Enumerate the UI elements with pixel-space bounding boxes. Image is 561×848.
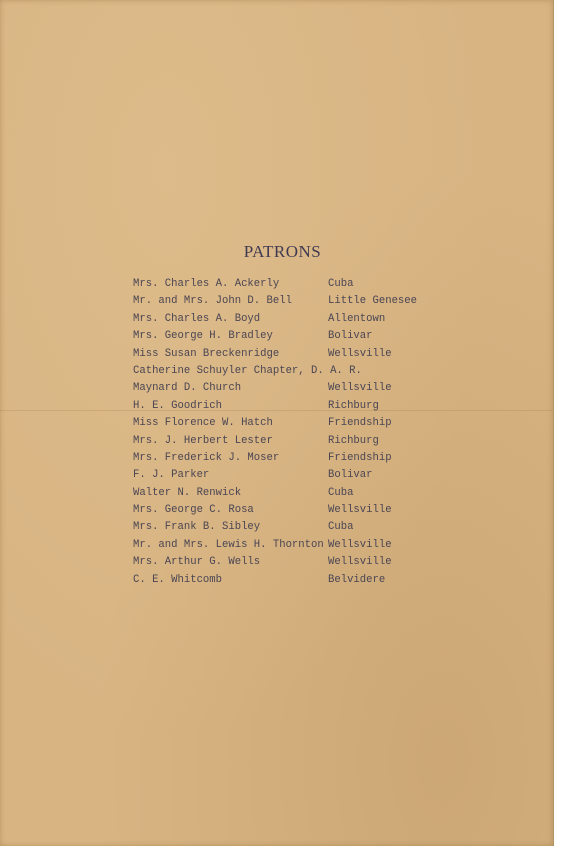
patron-name: Mrs. George C. Rosa (133, 504, 254, 517)
patron-row (133, 363, 433, 380)
patron-town: Cuba (328, 521, 354, 534)
patron-town: Little Genesee (328, 295, 418, 308)
patron-town: Friendship (328, 417, 392, 430)
patron-row (133, 415, 433, 432)
patron-name: Mrs. Charles A. Boyd (133, 312, 261, 325)
patron-town: Cuba (328, 278, 354, 290)
patron-town: Wellsville (328, 504, 392, 517)
patron-town: Wellsville (328, 556, 392, 569)
patron-town: Richburg (328, 399, 379, 412)
patron-town: Wellsville (328, 347, 392, 360)
patron-town: Cuba (328, 486, 354, 499)
patron-town: Friendship (328, 451, 392, 464)
patron-name: Catherine Schuyler Chapter, D. A. R. (133, 364, 362, 377)
patron-row (133, 311, 433, 328)
patron-name: Miss Susan Breckenridge (133, 347, 280, 360)
patron-name: H. E. Goodrich (133, 399, 223, 412)
patron-row (133, 293, 433, 310)
patron-town: Bolivar (328, 469, 373, 482)
patron-row (133, 398, 433, 415)
patron-row (133, 519, 433, 536)
patron-town: Allentown (328, 312, 386, 325)
patron-name: C. E. Whitcomb (133, 573, 223, 586)
patron-name: Walter N. Renwick (133, 486, 242, 499)
patron-row (133, 467, 433, 484)
patron-name: Maynard D. Church (133, 382, 242, 395)
patron-name: Mrs. Charles A. Ackerly (133, 278, 280, 290)
patron-town: Wellsville (328, 382, 392, 395)
patron-name: F. J. Parker (133, 469, 210, 482)
patron-row (133, 502, 433, 519)
patron-row (133, 450, 433, 467)
patron-name: Mrs. Frank B. Sibley (133, 521, 261, 534)
patron-list (133, 276, 433, 589)
patron-row (133, 346, 433, 363)
patron-row (133, 433, 433, 450)
patron-row (133, 554, 433, 571)
patron-name: Mrs. George H. Bradley (133, 330, 273, 343)
patron-town: Belvidere (328, 573, 386, 586)
patron-town: Richburg (328, 434, 379, 447)
patron-row (133, 485, 433, 502)
patron-row (133, 328, 433, 345)
patron-town: Bolivar (328, 330, 373, 343)
patron-name: Mr. and Mrs. John D. Bell (133, 295, 292, 308)
patron-name: Mrs. Frederick J. Moser (133, 451, 280, 464)
patron-row (133, 276, 433, 293)
patron-row (133, 572, 433, 589)
patron-row (133, 537, 433, 554)
patron-town: Wellsville (328, 538, 392, 551)
page-title: PATRONS (243, 242, 322, 261)
patron-row (133, 380, 433, 397)
patron-name: Mr. and Mrs. Lewis H. Thornton (133, 538, 324, 551)
patron-name: Miss Florence W. Hatch (133, 417, 273, 430)
patron-name: Mrs. Arthur G. Wells (133, 556, 261, 569)
patron-name: Mrs. J. Herbert Lester (133, 434, 273, 447)
